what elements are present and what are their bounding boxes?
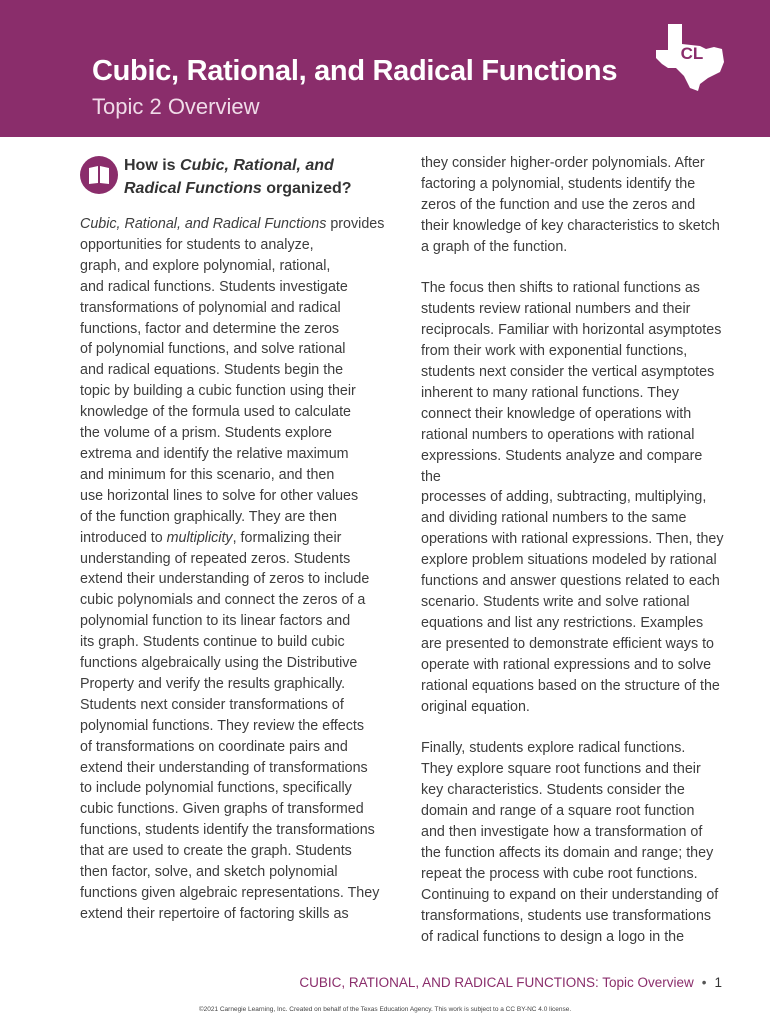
section-heading — [80, 150, 390, 210]
topic-name-italic: Cubic, Rational, and Radical Functions — [80, 216, 327, 232]
section-question: How is Cubic, Rational, and Radical Functions organized? — [124, 157, 352, 197]
page-title: Cubic, Rational, and Radical Functions — [92, 55, 618, 87]
left-column — [80, 150, 390, 925]
texas-cl-logo — [654, 22, 728, 92]
page-footer — [299, 975, 722, 990]
right-paragraph-3: Finally, students explore radical functions. They explore square root functions and their key characteristics. Students consider the domain and range of a square root function and then investigate how a transformation of the function affects its domain and range; they repeat the process with cube root functions. Continuing to expand on their understanding of transformations, students use transformations of radical functions to design a logo in the — [421, 740, 719, 945]
running-subtitle: Topic Overview — [598, 975, 694, 990]
copyright-notice: ©2021 Carnegie Learning, Inc. Created on behalf of the Texas Education Agency. This work is subject to a CC BY-NC 4.0 license. — [198, 1006, 572, 1013]
right-column — [421, 153, 726, 947]
footer-separator: • — [701, 975, 707, 990]
left-paragraph: Cubic, Rational, and Radical Functions provides opportunities for students to analyze, graph, and explore polynomial, rational, and radical functions. Students investigate transformations of polynomial and radical functions, factor and determine the zeros of polynomial functions, and solve rational and radical equations. Students begin the topic by building a cubic function using their knowledge of the formula used to calculate the volume of a prism. Students explore extrema and identify the relative maximum and minimum for this scenario, and then use horizontal lines to solve for other values of the function graphically. They are then introduced to multiplicity, formalizing their understanding of repeated zeros. Students extend their understanding of zeros to include cubic polynomials and connect the zeros of a polynomial function to its linear factors and its graph. Students continue to build cubic functions algebraically using the Distributive Property and verify the results graphically. Students next consider transformations of polynomial functions. They review the effects of transformations on coordinate pairs and extend their understanding of transformations to include polynomial functions, specifically cubic functions. Given graphs of transformed functions, students identify the transformations that are used to create the graph. Students then factor, solve, and sketch polynomial functions given algebraic representations. They extend their repertoire of factoring skills as — [80, 216, 385, 922]
right-paragraph-2: The focus then shifts to rational functions as students review rational numbers and their reciprocals. Familiar with horizontal asymptotes from their work with exponential functions, students next consider the vertical asymptotes inherent to many rational functions. They connect their knowledge of operations with rational numbers to operations with rational expressions. Students analyze and compare the processes of adding, subtracting, multiplying, and dividing rational numbers to the same operations with rational expressions. Then, they explore problem situations modeled by rational functions and answer questions related to each scenario. Students write and solve rational equations and list any restrictions. Examples are presented to demonstrate efficient ways to operate with rational expressions and to solve rational equations based on the structure of the original equation. — [421, 280, 724, 715]
right-paragraph-1: they consider higher-order polynomials. After factoring a polynomial, students identify the zeros of the function and use the zeros and their knowledge of key characteristics to sketch a graph of the function. — [421, 155, 720, 255]
page-number: 1 — [714, 975, 722, 990]
term-multiplicity: multiplicity — [166, 529, 233, 546]
book-icon — [80, 156, 118, 194]
running-title: CUBIC, RATIONAL, AND RADICAL FUNCTIONS: — [299, 975, 599, 990]
logo-text: CL — [680, 44, 704, 63]
page-subtitle: Topic 2 Overview — [92, 94, 260, 119]
header-banner — [0, 0, 770, 137]
